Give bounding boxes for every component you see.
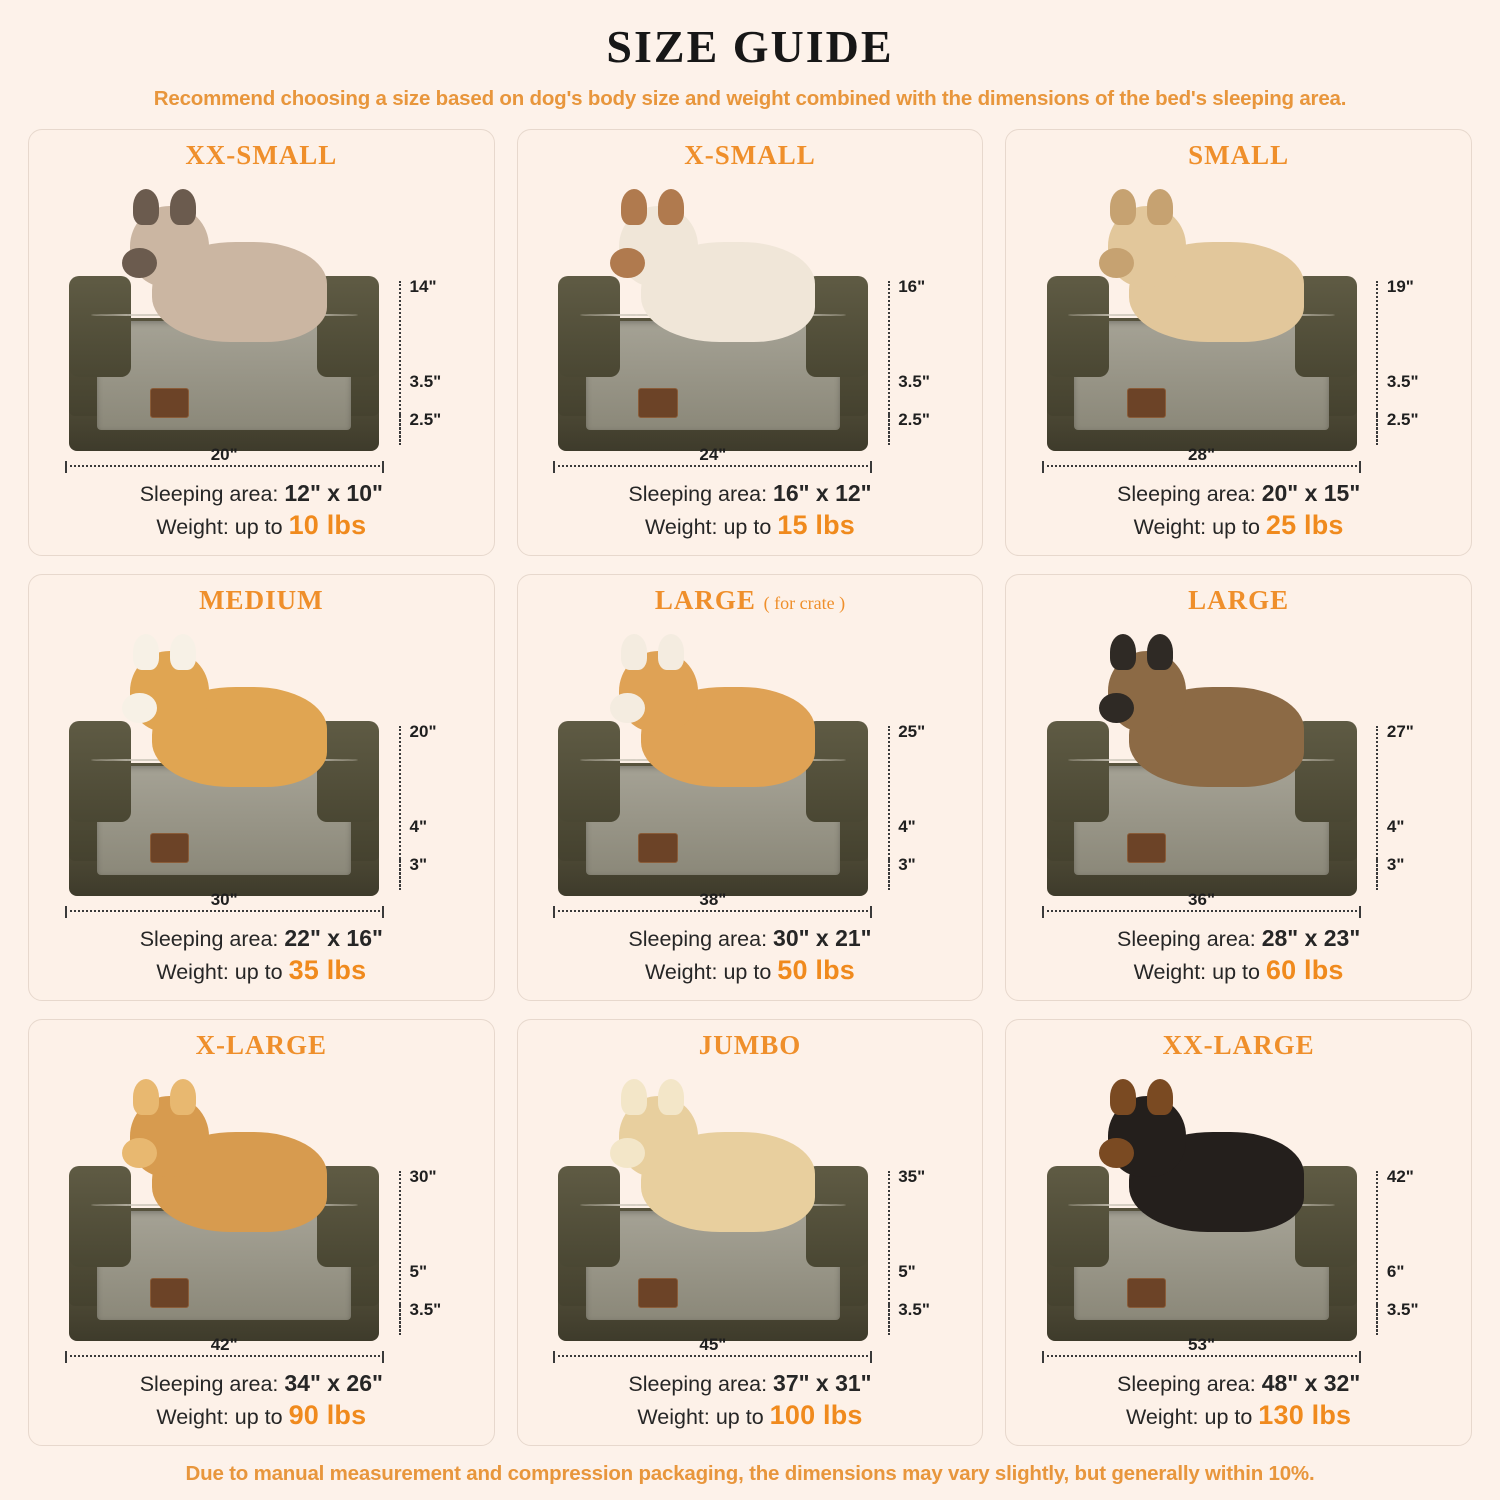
- dog-muzzle: [122, 1138, 157, 1169]
- size-card-size-label: LARGE: [1188, 585, 1290, 615]
- width-dimension: [65, 889, 384, 912]
- width-label: 42": [210, 1334, 238, 1354]
- dog-graphic-rottweiler: [1099, 1093, 1317, 1232]
- size-card-title: [1163, 1030, 1315, 1061]
- width-label: 30": [210, 889, 238, 909]
- overall-height-label: 30": [409, 1167, 437, 1187]
- bolster-height-line: [1376, 817, 1378, 859]
- bolster-height-label: 5": [898, 1261, 916, 1281]
- dog-graphic-border-collie: [1099, 648, 1317, 787]
- size-card-specs: [1117, 924, 1360, 988]
- bolster-height-label: 3.5": [898, 371, 930, 391]
- dog-ear-left: [133, 1079, 159, 1115]
- dog-ear-right: [170, 189, 196, 225]
- height-dimensions: [1368, 719, 1455, 894]
- weight-line: [140, 1398, 383, 1433]
- dog-ear-right: [1147, 634, 1173, 670]
- mattress-height-line: [399, 1304, 401, 1336]
- brand-tag-icon: [638, 1278, 677, 1308]
- mattress-height-line: [1376, 414, 1378, 446]
- weight-prefix: Weight: up to: [1133, 960, 1266, 985]
- brand-tag-icon: [150, 388, 189, 418]
- width-dimension: [1042, 444, 1361, 467]
- mattress-height-label: 3.5": [898, 1300, 930, 1320]
- dog-ear-left: [1110, 1079, 1136, 1115]
- bolster-height-line: [888, 372, 890, 414]
- sleeping-area-prefix: Sleeping area:: [628, 481, 774, 506]
- width-label: 28": [1188, 444, 1216, 464]
- weight-prefix: Weight: up to: [637, 1405, 770, 1430]
- width-dimension: [65, 1334, 384, 1357]
- weight-prefix: Weight: up to: [644, 960, 778, 985]
- brand-tag-icon: [150, 833, 189, 863]
- overall-height-label: 25": [898, 722, 926, 742]
- mattress-height-line: [888, 414, 890, 446]
- height-dimensions: [1368, 274, 1455, 449]
- bolster-height-line: [399, 1262, 401, 1304]
- dog-ear-left: [1110, 189, 1136, 225]
- mattress-height-line: [1376, 859, 1378, 891]
- weight-value: 60 lbs: [1265, 955, 1344, 986]
- overall-height-label: 20": [409, 722, 437, 742]
- dog-ear-right: [1147, 1079, 1173, 1115]
- sleeping-area-prefix: Sleeping area:: [1117, 1371, 1262, 1396]
- brand-tag-icon: [150, 1278, 189, 1308]
- bolster-height-line: [399, 817, 401, 859]
- dog-ear-left: [621, 189, 647, 225]
- width-dimension: [1042, 889, 1361, 912]
- width-label: 20": [210, 444, 238, 464]
- sleeping-area-value: 48" x 32": [1261, 1369, 1361, 1396]
- width-label: 45": [699, 1334, 727, 1354]
- weight-value: 15 lbs: [777, 510, 855, 541]
- size-card-size-label: SMALL: [1188, 140, 1290, 170]
- size-card-grid: [28, 129, 1472, 1446]
- dog-graphic-golden-retriever: [122, 1093, 340, 1232]
- dog-graphic-shih-tzu: [610, 203, 828, 342]
- dog-muzzle: [610, 693, 645, 724]
- size-card-title: [699, 1030, 802, 1061]
- bolster-height-line: [399, 372, 401, 414]
- bolster-height-label: 5": [409, 1261, 428, 1281]
- dog-muzzle: [610, 248, 645, 279]
- weight-line: [628, 1398, 871, 1433]
- bolster-height-label: 3.5": [409, 371, 442, 391]
- width-dimension: [553, 444, 872, 467]
- weight-prefix: Weight: up to: [644, 515, 778, 540]
- brand-tag-icon: [638, 833, 677, 863]
- mattress-height-label: 3": [898, 855, 916, 875]
- sleeping-area-line: [628, 1369, 871, 1399]
- width-dimension: [1042, 1334, 1361, 1357]
- mattress-height-label: 2.5": [898, 410, 930, 430]
- sleeping-area-line: [140, 924, 383, 954]
- width-label: 24": [699, 444, 727, 464]
- size-card-size-label: X-SMALL: [684, 140, 816, 170]
- sleeping-area-line: [628, 479, 871, 509]
- overall-height-label: 42": [1386, 1167, 1414, 1187]
- size-card-large: [1005, 574, 1472, 1001]
- bolster-height-line: [1376, 372, 1378, 414]
- page-title: SIZE GUIDE: [606, 21, 894, 72]
- height-dimensions: [390, 274, 477, 449]
- bolster-height-label: 4": [1386, 816, 1405, 836]
- height-dimensions: [879, 1164, 966, 1339]
- weight-prefix: Weight: up to: [1126, 1405, 1259, 1430]
- size-card-size-label: LARGE: [654, 585, 756, 615]
- size-card-specs: [140, 479, 383, 543]
- overall-height-label: 19": [1386, 277, 1414, 297]
- size-card-large: [517, 574, 984, 1001]
- dog-graphic-french-bulldog: [1099, 203, 1317, 342]
- size-card-title: [1188, 585, 1289, 616]
- bolster-height-line: [888, 817, 890, 859]
- size-card-x-large: [28, 1019, 495, 1446]
- bolster-height-line: [888, 1262, 890, 1304]
- sleeping-area-value: 34" x 26": [284, 1369, 383, 1396]
- dog-graphic-shiba-inu: [610, 648, 828, 787]
- weight-line: [628, 953, 871, 988]
- weight-prefix: Weight: up to: [156, 515, 289, 540]
- bed-illustration: [43, 618, 480, 920]
- size-card-title: [185, 140, 337, 171]
- width-label: 53": [1188, 1334, 1216, 1354]
- sleeping-area-prefix: Sleeping area:: [1117, 481, 1262, 506]
- weight-value: 130 lbs: [1258, 1400, 1352, 1431]
- dog-ear-left: [621, 1079, 647, 1115]
- weight-line: [140, 508, 383, 543]
- bolster-height-label: 4": [409, 816, 428, 836]
- sleeping-area-prefix: Sleeping area:: [139, 1371, 285, 1396]
- width-dimension: [65, 444, 384, 467]
- weight-value: 50 lbs: [777, 955, 855, 986]
- weight-line: [140, 953, 383, 988]
- mattress-height-label: 3.5": [409, 1300, 442, 1320]
- disclaimer-note: Due to manual measurement and compression packaging, the dimensions may vary slightly, but generally within 10%.: [185, 1462, 1315, 1485]
- width-label: 36": [1188, 889, 1216, 909]
- size-card-title: [655, 585, 845, 616]
- brand-tag-icon: [1127, 833, 1166, 863]
- size-card-title: [684, 140, 816, 171]
- sleeping-area-prefix: Sleeping area:: [139, 481, 285, 506]
- bolster-height-label: 4": [898, 816, 916, 836]
- size-card-title: [1188, 140, 1289, 171]
- brand-tag-icon: [1127, 388, 1166, 418]
- sleeping-area-value: 12" x 10": [284, 479, 383, 506]
- sleeping-area-line: [628, 924, 871, 954]
- weight-prefix: Weight: up to: [1133, 515, 1266, 540]
- bolster-height-line: [1376, 1262, 1378, 1304]
- weight-line: [1117, 508, 1360, 543]
- dog-graphic-corgi: [122, 648, 340, 787]
- dog-muzzle: [1099, 693, 1134, 724]
- bed-illustration: [532, 173, 969, 475]
- weight-value: 100 lbs: [769, 1400, 863, 1431]
- mattress-height-line: [1376, 1304, 1378, 1336]
- bed-illustration: [43, 173, 480, 475]
- sleeping-area-line: [140, 479, 383, 509]
- bed-illustration: [1020, 618, 1457, 920]
- height-dimensions: [879, 274, 966, 449]
- size-card-size-label: XX-SMALL: [185, 140, 338, 170]
- bed-illustration: [43, 1063, 480, 1365]
- weight-line: [1117, 1398, 1360, 1433]
- sleeping-area-value: 37" x 31": [773, 1369, 872, 1396]
- brand-tag-icon: [1127, 1278, 1166, 1308]
- height-dimensions: [390, 1164, 477, 1339]
- size-card-size-label: MEDIUM: [199, 585, 324, 615]
- size-card-x-small: [517, 129, 984, 556]
- weight-value: 10 lbs: [288, 510, 367, 541]
- dog-muzzle: [1099, 248, 1134, 279]
- sleeping-area-prefix: Sleeping area:: [139, 926, 285, 951]
- mattress-height-label: 3": [409, 855, 428, 875]
- mattress-height-line: [888, 1304, 890, 1336]
- weight-line: [628, 508, 871, 543]
- dog-ear-right: [170, 634, 196, 670]
- dog-muzzle: [122, 693, 157, 724]
- dog-graphic-cat: [122, 203, 340, 342]
- size-card-size-label: JUMBO: [698, 1030, 802, 1060]
- overall-height-label: 27": [1386, 722, 1414, 742]
- sleeping-area-value: 30" x 21": [773, 924, 872, 951]
- size-card-title: [199, 585, 323, 616]
- sleeping-area-prefix: Sleeping area:: [628, 926, 774, 951]
- dog-ear-right: [1147, 189, 1173, 225]
- size-card-xx-small: [28, 129, 495, 556]
- size-card-specs: [1117, 1369, 1360, 1433]
- overall-height-label: 14": [409, 277, 437, 297]
- size-card-specs: [628, 479, 871, 543]
- bed-illustration: [1020, 173, 1457, 475]
- height-dimensions: [879, 719, 966, 894]
- page-subtitle: Recommend choosing a size based on dog's body size and weight combined with the dimensions of the bed's sleeping area.: [153, 87, 1347, 110]
- bolster-height-label: 6": [1386, 1261, 1405, 1281]
- bed-illustration: [1020, 1063, 1457, 1365]
- sleeping-area-prefix: Sleeping area:: [628, 1371, 774, 1396]
- weight-line: [1117, 953, 1360, 988]
- size-card-size-label: XX-LARGE: [1162, 1030, 1315, 1060]
- sleeping-area-line: [1117, 1369, 1360, 1399]
- weight-prefix: Weight: up to: [156, 1405, 289, 1430]
- sleeping-area-value: 22" x 16": [284, 924, 383, 951]
- mattress-height-line: [888, 859, 890, 891]
- bolster-height-label: 3.5": [1386, 371, 1419, 391]
- overall-height-label: 16": [898, 277, 926, 297]
- mattress-height-label: 2.5": [1386, 410, 1419, 430]
- sleeping-area-value: 16" x 12": [773, 479, 872, 506]
- sleeping-area-line: [1117, 479, 1360, 509]
- weight-value: 35 lbs: [288, 955, 367, 986]
- dog-muzzle: [610, 1138, 645, 1169]
- mattress-height-line: [399, 414, 401, 446]
- sleeping-area-line: [1117, 924, 1360, 954]
- dog-ear-left: [621, 634, 647, 670]
- mattress-height-label: 3": [1386, 855, 1405, 875]
- dog-ear-right: [658, 1079, 684, 1115]
- height-dimensions: [1368, 1164, 1455, 1339]
- dog-ear-left: [133, 189, 159, 225]
- weight-value: 90 lbs: [288, 1400, 367, 1431]
- size-card-specs: [140, 1369, 383, 1433]
- width-dimension: [553, 889, 872, 912]
- dog-graphic-labrador: [610, 1093, 828, 1232]
- size-card-size-label: X-LARGE: [195, 1030, 328, 1060]
- size-card-jumbo: [517, 1019, 984, 1446]
- sleeping-area-line: [140, 1369, 383, 1399]
- bed-illustration: [532, 1063, 969, 1365]
- dog-ear-right: [658, 189, 684, 225]
- size-card-title: [196, 1030, 328, 1061]
- sleeping-area-value: 20" x 15": [1261, 479, 1361, 506]
- size-card-specs: [140, 924, 383, 988]
- dog-muzzle: [122, 248, 157, 279]
- size-card-specs: [1117, 479, 1360, 543]
- sleeping-area-value: 28" x 23": [1261, 924, 1361, 951]
- dog-ear-right: [170, 1079, 196, 1115]
- weight-prefix: Weight: up to: [156, 960, 289, 985]
- mattress-height-label: 2.5": [409, 410, 442, 430]
- bed-illustration: [532, 618, 969, 920]
- dog-ear-left: [133, 634, 159, 670]
- width-dimension: [553, 1334, 872, 1357]
- size-card-medium: [28, 574, 495, 1001]
- width-label: 38": [699, 889, 727, 909]
- dog-muzzle: [1099, 1138, 1134, 1169]
- weight-value: 25 lbs: [1265, 510, 1344, 541]
- mattress-height-label: 3.5": [1386, 1300, 1419, 1320]
- brand-tag-icon: [638, 388, 677, 418]
- overall-height-label: 35": [898, 1167, 926, 1187]
- dog-ear-right: [658, 634, 684, 670]
- size-card-specs: [628, 924, 871, 988]
- mattress-height-line: [399, 859, 401, 891]
- height-dimensions: [390, 719, 477, 894]
- size-card-small: [1005, 129, 1472, 556]
- size-card-specs: [628, 1369, 871, 1433]
- size-card-note: ( for crate ): [763, 593, 846, 613]
- size-card-xx-large: [1005, 1019, 1472, 1446]
- sleeping-area-prefix: Sleeping area:: [1117, 926, 1262, 951]
- dog-ear-left: [1110, 634, 1136, 670]
